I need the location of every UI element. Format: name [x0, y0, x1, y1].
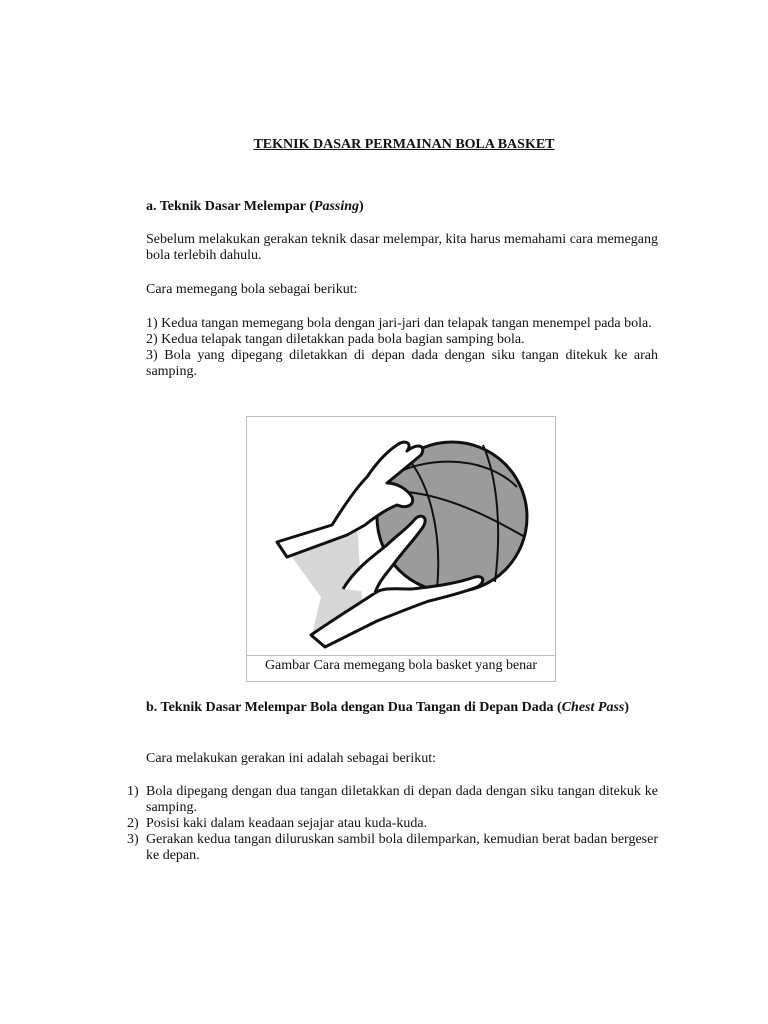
list-item-number: 1) — [127, 784, 139, 799]
section-a-step: 3) Bola yang dipegang diletakkan di depan dada dengan siku tangan ditekuk ke arah samping. — [146, 348, 658, 379]
list-item-text: Posisi kaki dalam keadaan sejajar atau kuda-kuda. — [146, 816, 428, 831]
section-a-heading-term: Passing — [313, 199, 360, 214]
section-a-steps — [146, 316, 658, 380]
section-b-heading-term: Chest Pass — [561, 700, 625, 715]
section-a-step: 2) Kedua telapak tangan diletakkan pada bola bagian samping bola. — [146, 332, 525, 347]
list-item — [127, 816, 658, 832]
section-a-intro: Sebelum melakukan gerakan teknik dasar melempar, kita harus memahami cara memegang bola terlebih dahulu. — [146, 232, 658, 263]
section-a-heading-text: a. Teknik Dasar Melempar ( — [146, 199, 314, 214]
figure-caption: Gambar Cara memegang bola basket yang benar — [264, 658, 538, 673]
list-item-number: 2) — [127, 816, 139, 831]
document-title: TEKNIK DASAR PERMAINAN BOLA BASKET — [253, 137, 555, 152]
section-a-heading-close: ) — [359, 199, 364, 214]
section-a-step: 1) Kedua tangan memegang bola dengan jari-jari dan telapak tangan menempel pada bola. — [146, 316, 652, 331]
section-b-heading — [146, 700, 658, 716]
caption-divider — [247, 655, 555, 656]
list-item-number: 3) — [127, 832, 139, 847]
list-item-text: Gerakan kedua tangan diluruskan sambil bola dilemparkan, kemudian berat badan bergeser ke depan. — [146, 832, 658, 863]
section-a-heading — [146, 199, 658, 215]
basketball-hands-illustration — [247, 417, 555, 655]
section-a-grip-intro: Cara memegang bola sebagai berikut: — [146, 282, 358, 297]
section-b-heading-text: b. Teknik Dasar Melempar Bola dengan Dua Tangan di Depan Dada ( — [146, 700, 562, 715]
list-item — [127, 832, 658, 864]
section-b-intro: Cara melakukan gerakan ini adalah sebagai berikut: — [146, 751, 436, 766]
figure-basketball-grip — [246, 416, 556, 682]
section-b-steps — [127, 784, 658, 864]
section-b-heading-close: ) — [624, 700, 630, 715]
list-item-text: Bola dipegang dengan dua tangan diletakkan di depan dada dengan siku tangan ditekuk ke samping. — [146, 784, 658, 815]
list-item — [127, 784, 658, 816]
